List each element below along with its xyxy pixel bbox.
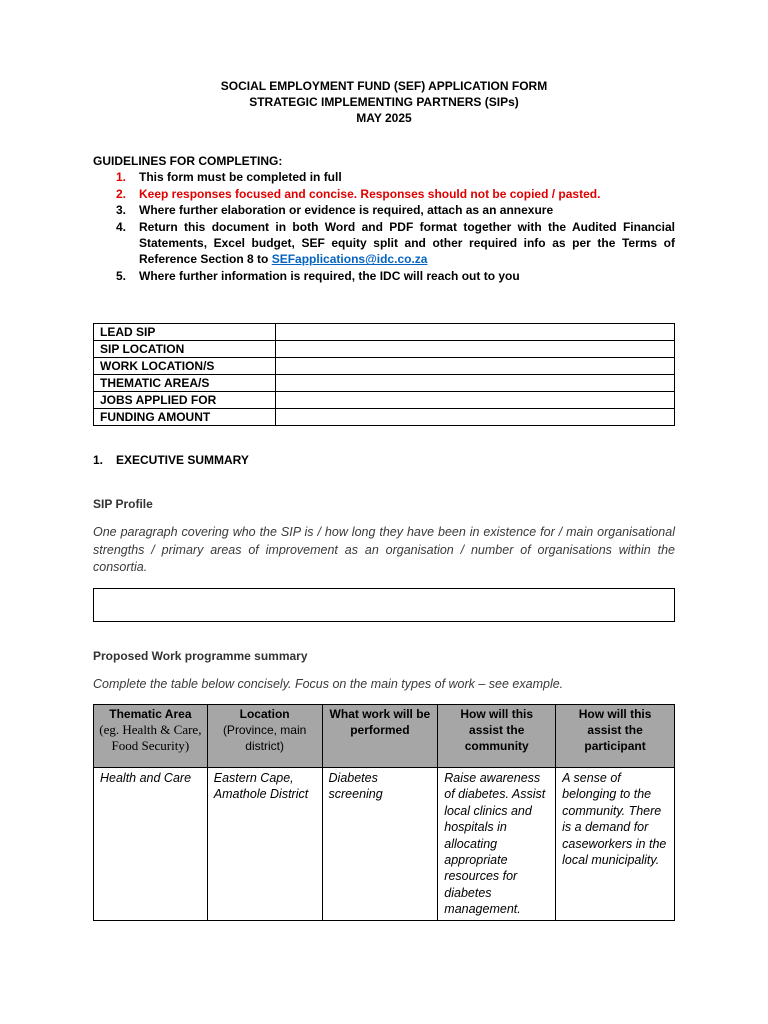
column-subtitle: (Province, main district)	[222, 723, 307, 753]
guideline-text: Where further information is required, the IDC will reach out to you	[139, 268, 520, 283]
info-value-field[interactable]	[276, 341, 675, 358]
column-title: Thematic Area	[109, 707, 192, 721]
info-label: THEMATIC AREA/S	[94, 375, 276, 392]
title-line-1: SOCIAL EMPLOYMENT FUND (SEF) APPLICATION FORM	[220, 79, 548, 93]
guideline-item	[93, 169, 675, 185]
title-line-3: MAY 2025	[356, 111, 412, 125]
info-label: SIP LOCATION	[94, 341, 276, 358]
column-subtitle: (eg. Health & Care, Food Security)	[99, 722, 202, 753]
table-cell[interactable]: Raise awareness of diabetes. Assist local clinics and hospitals in allocating appropriate resources for diabetes management.	[438, 768, 556, 921]
table-cell[interactable]: Eastern Cape, Amathole District	[207, 768, 322, 921]
section-heading	[93, 453, 249, 467]
info-value-field[interactable]	[276, 358, 675, 375]
work-programme-table	[93, 704, 675, 921]
column-header	[94, 705, 208, 768]
table-cell[interactable]: Health and Care	[94, 768, 208, 921]
table-row	[94, 392, 675, 409]
title-line-2: STRATEGIC IMPLEMENTING PARTNERS (SIPs)	[249, 95, 519, 109]
work-programme-instructions: Complete the table below concisely. Focus on the main types of work – see example.	[93, 677, 564, 691]
column-header	[207, 705, 322, 768]
section-number: 1.	[93, 453, 104, 467]
section-title: EXECUTIVE SUMMARY	[116, 453, 249, 467]
info-label: LEAD SIP	[94, 324, 276, 341]
guideline-text: Where further elaboration or evidence is required, attach as an annexure	[139, 203, 554, 218]
sip-profile-response-box[interactable]	[93, 588, 675, 622]
guideline-number: 2.	[116, 186, 127, 201]
guideline-item	[93, 186, 675, 202]
table-row	[94, 324, 675, 341]
guideline-text: This form must be completed in full	[139, 170, 342, 185]
guideline-item	[93, 202, 675, 218]
guidelines-heading: GUIDELINES FOR COMPLETING:	[93, 154, 283, 168]
table-row	[94, 768, 675, 921]
table-cell[interactable]: Diabetes screening	[322, 768, 438, 921]
email-link[interactable]: SEFapplications@idc.co.za	[271, 252, 428, 267]
info-value-field[interactable]	[276, 375, 675, 392]
info-label: FUNDING AMOUNT	[94, 409, 276, 426]
table-row	[94, 409, 675, 426]
info-label: JOBS APPLIED FOR	[94, 392, 276, 409]
guideline-number: 1.	[116, 170, 127, 185]
info-value-field[interactable]	[276, 409, 675, 426]
sip-profile-instructions: One paragraph covering who the SIP is / how long they have been in existence for / main organisational strengths / primary areas of improvement as an organisation / number of organisations within the consortia.	[93, 525, 675, 574]
info-label: WORK LOCATION/S	[94, 358, 276, 375]
guideline-number: 3.	[116, 203, 127, 218]
info-value-field[interactable]	[276, 324, 675, 341]
guideline-item	[93, 268, 675, 284]
guideline-item	[93, 219, 675, 268]
sip-profile-heading: SIP Profile	[93, 497, 153, 511]
table-header-row	[94, 705, 675, 768]
column-header: How will this assist the community	[438, 705, 556, 768]
table-row	[94, 341, 675, 358]
work-programme-heading: Proposed Work programme summary	[93, 649, 308, 663]
table-row	[94, 358, 675, 375]
table-cell[interactable]: A sense of belonging to the community. There is a demand for caseworkers in the local municipality.	[556, 768, 675, 921]
guidelines	[93, 153, 675, 284]
guideline-text: Keep responses focused and concise. Responses should not be copied / pasted.	[139, 186, 601, 201]
guideline-number: 5.	[116, 268, 127, 283]
guidelines-list	[93, 169, 675, 284]
guideline-number: 4.	[116, 219, 127, 234]
table-row	[94, 375, 675, 392]
guideline-text: Return this document in both Word and PDF format together with the Audited Financial Statements, Excel budget, SEF equity split and other required info as per the Terms of Reference Section 8 to	[139, 219, 675, 267]
info-value-field[interactable]	[276, 392, 675, 409]
column-header: How will this assist the participant	[556, 705, 675, 768]
column-header: What work will be performed	[322, 705, 438, 768]
applicant-info-table	[93, 323, 675, 426]
form-title	[93, 78, 675, 126]
column-title: Location	[239, 707, 290, 721]
